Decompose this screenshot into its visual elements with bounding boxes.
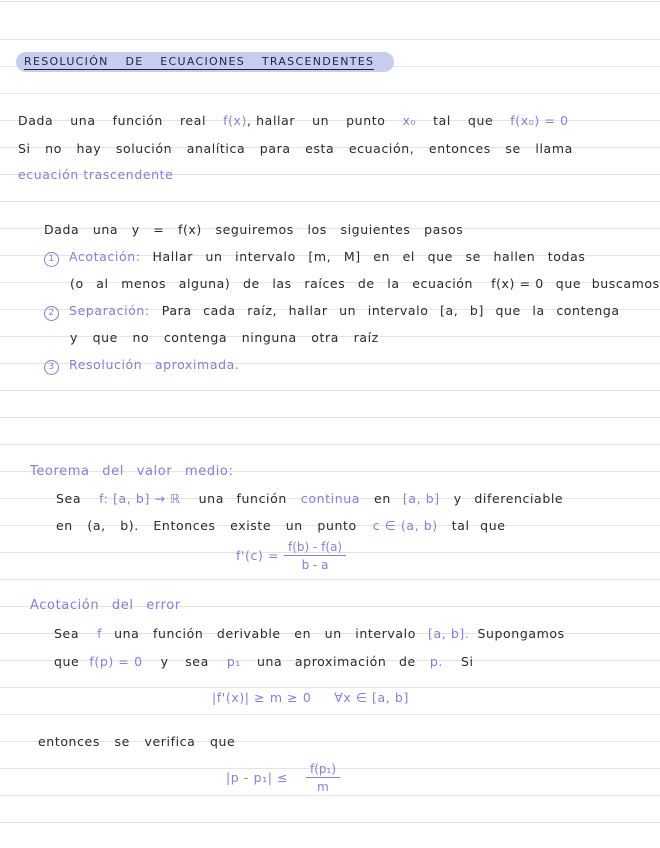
error-derivative-condition: |f'(x)| ≥ m ≥ 0 ∀x ∈ [a, b] — [212, 690, 409, 705]
step-3 — [44, 357, 239, 375]
steps-intro: Dada una y = f(x) seguiremos los siguientes pasos — [44, 222, 464, 237]
error-text: y sea — [160, 654, 209, 669]
error-bound-numerator: f(p₁) — [306, 762, 340, 778]
step-2 — [44, 303, 620, 321]
intro-word: una — [70, 113, 96, 128]
error-p: p. — [429, 654, 443, 669]
mvt-equation-denominator: b - a — [301, 558, 329, 572]
mvt-text: una función — [198, 491, 287, 506]
step-2-text: Para cada raíz, hallar un intervalo [a, b] que la contenga — [161, 303, 620, 318]
mvt-equation-numerator: f(b) - f(a) — [284, 540, 346, 556]
error-root-condition: f(p) = 0 — [89, 654, 143, 669]
intro-word: un — [312, 113, 330, 128]
mvt-heading: Teorema del valor medio: — [30, 464, 234, 479]
step-1-text: Hallar un intervalo [m, M] en el que se hallen todas — [152, 249, 586, 264]
error-line-1 — [54, 626, 565, 641]
step-1-title: Acotación: — [69, 249, 141, 264]
step-3-number: 3 — [44, 360, 59, 375]
step-2-number: 2 — [44, 306, 59, 321]
intro-line-2: Si no hay solución analítica para esta ecuación, entonces se llama — [18, 141, 573, 156]
error-bound-fraction — [306, 762, 340, 794]
mvt-function-def: f: [a, b] → ℝ — [99, 491, 181, 506]
error-interval: [a, b]. — [428, 626, 470, 641]
mvt-text: en — [374, 491, 391, 506]
error-p1: p₁ — [226, 654, 242, 669]
mvt-continua: continua — [300, 491, 361, 506]
intro-word: real — [179, 113, 207, 128]
error-text: una aproximación de — [257, 654, 416, 669]
mvt-text: y diferenciable — [453, 491, 564, 506]
error-bound-lhs: |p - p₁| ≤ — [226, 770, 289, 785]
mvt-line-2 — [56, 518, 506, 533]
step-1-equation: f(x) = 0 — [491, 276, 544, 291]
error-text: una función derivable en un intervalo — [114, 626, 416, 641]
point-x0: x₀ — [402, 113, 417, 128]
mvt-text: Sea — [56, 491, 82, 506]
error-heading: Acotación del error — [30, 598, 181, 613]
step-1-text-2a: (o al menos alguna) de las raíces de la ecuación — [70, 276, 474, 291]
step-3-title: Resolución aproximada. — [69, 357, 240, 372]
step-1-number: 1 — [44, 252, 59, 267]
intro-word: punto — [346, 113, 386, 128]
step-1-line-2 — [70, 276, 660, 291]
mvt-interval: [a, b] — [402, 491, 440, 506]
error-text: que — [54, 654, 80, 669]
term-trascendente: ecuación trascendente — [18, 167, 174, 182]
error-text: Sea — [54, 626, 80, 641]
mvt-line-1 — [56, 491, 563, 506]
intro-word: función — [112, 113, 163, 128]
mvt-text: tal que — [451, 518, 506, 533]
function-fx: f(x) — [223, 113, 248, 128]
mvt-equation-lhs: f'(c) = — [236, 548, 280, 563]
error-line-2 — [54, 654, 474, 669]
error-function-f: f — [97, 626, 103, 641]
error-text: Supongamos — [477, 626, 565, 641]
error-then: entonces se verifica que — [38, 734, 236, 749]
step-2-line-2: y que no contenga ninguna otra raíz — [70, 330, 379, 345]
mvt-point-c: c ∈ (a, b) — [372, 518, 438, 533]
mvt-text: en (a, b). Entonces existe un punto — [56, 518, 357, 533]
step-1-text-2b: que buscamos — [555, 276, 660, 291]
intro-word: Dada — [18, 113, 54, 128]
page-title: RESOLUCIÓN DE ECUACIONES TRASCENDENTES — [24, 55, 375, 68]
step-2-title: Separación: — [69, 303, 150, 318]
intro-word: que — [467, 113, 494, 128]
step-1 — [44, 249, 585, 267]
equation-fx0: f(x₀) = 0 — [510, 113, 569, 128]
intro-line-1 — [18, 113, 569, 128]
error-bound-denominator: m — [317, 780, 329, 794]
mvt-equation-fraction — [284, 540, 346, 572]
intro-word: , hallar — [247, 113, 296, 128]
error-text: Si — [460, 654, 474, 669]
intro-word: tal — [433, 113, 451, 128]
